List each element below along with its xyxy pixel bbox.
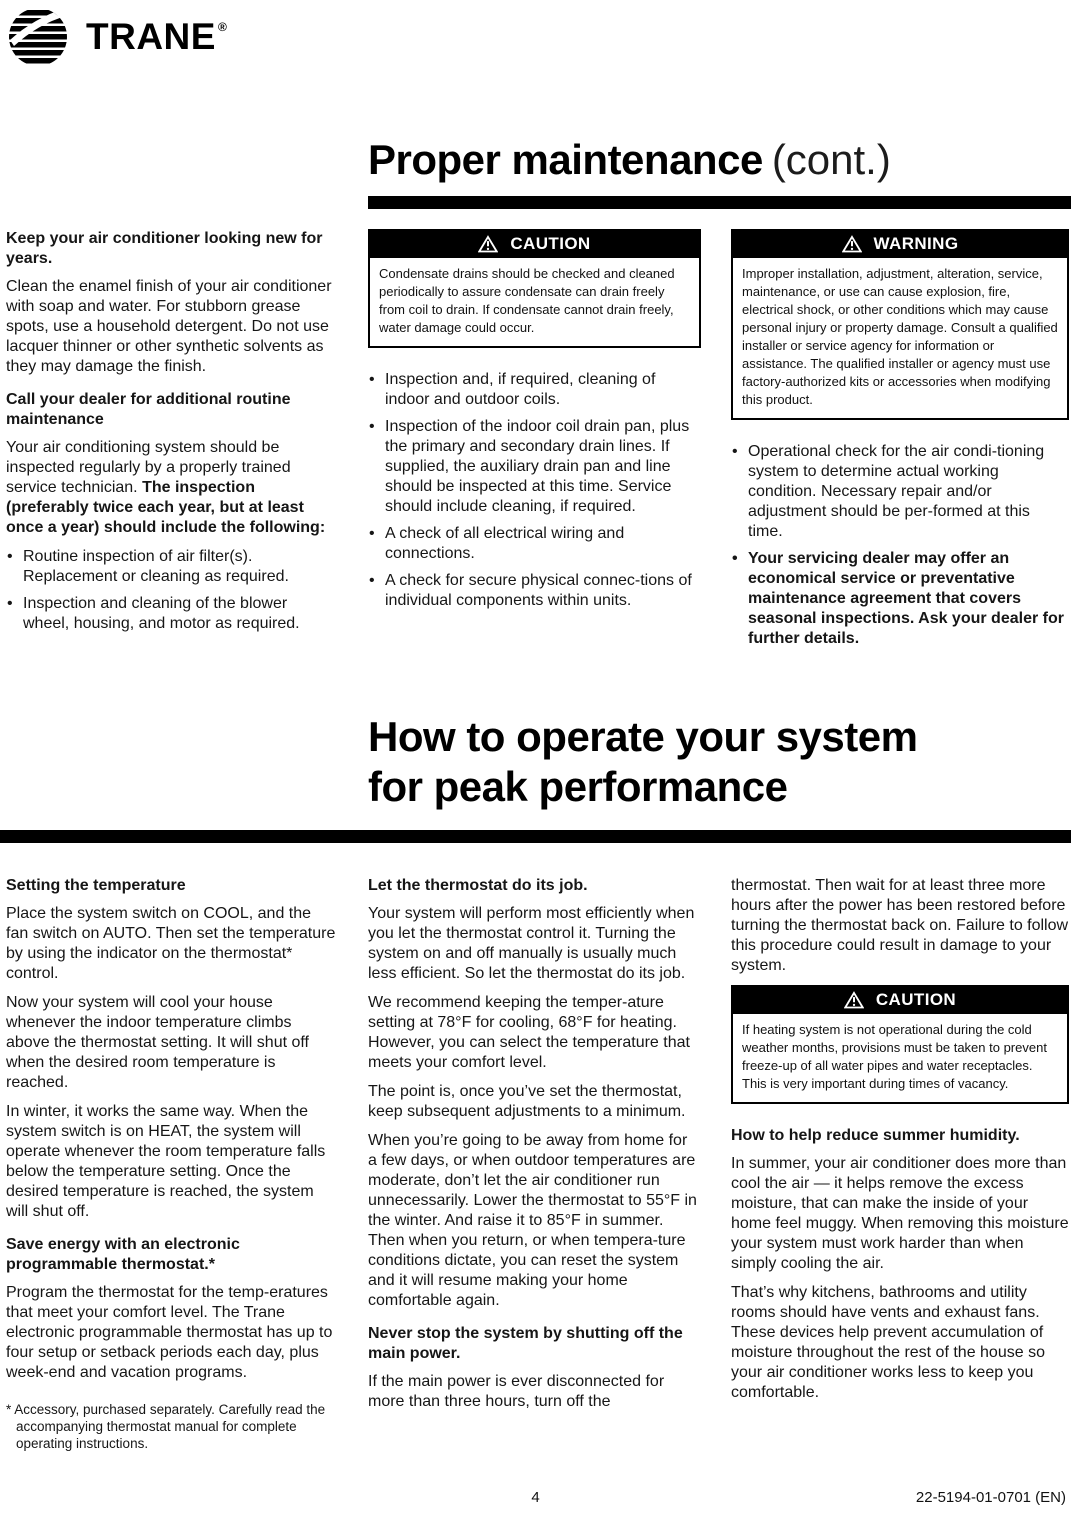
- trane-logo-icon: [4, 6, 76, 68]
- caution-header: [370, 231, 699, 258]
- brand-name: TRANE: [86, 16, 216, 57]
- maintenance-title-cont: (cont.): [771, 136, 891, 183]
- operate-middle-column: [368, 876, 699, 1421]
- bullet-wiring-check: • A check of all electrical wiring and connections.: [368, 524, 701, 564]
- operate-title-rule: [0, 830, 1071, 843]
- paragraph-away-from-home: When you’re going to be away from home for a few days, or when outdoor temperatures are moderate, don’t let the air conditioner run unnecessarily. Lower the thermostat to 55°F in the winter. And raise it to 85°F in summer. Then when you return, or when tempera-ture conditions dictate, you can reset the system and it will resume making your home comfortable again.: [368, 1132, 697, 1309]
- caution-body-freeze: If heating system is not operational during the cold weather months, provisions must be taken to prevent freeze-up of all water pipes and water receptacles. This is very important during times of vacancy.: [742, 1022, 1047, 1091]
- paragraph-inspection: [6, 438, 336, 538]
- warning-header: [733, 231, 1067, 258]
- warning-label: WARNING: [873, 234, 959, 253]
- paragraph-efficient-control: Your system will perform most efficiently when you let the thermostat control it. Turning the system on and off manually is usually much less efficient. So let the thermostat do its job.: [368, 905, 695, 982]
- maintenance-middle-column: [368, 229, 701, 618]
- document-code: 22-5194-01-0701 (EN): [915, 1489, 1066, 1506]
- paragraph-winter-heat: In winter, it works the same way. When the system switch is on HEAT, the system will operate whenever the room temperature falls below the temperature setting. Once the desired temperature is reached, the system will shut off.: [6, 1103, 326, 1220]
- maintenance-right-column: [731, 229, 1069, 656]
- maintenance-title-rule: [368, 196, 1071, 209]
- operate-title-line1: How to operate your system: [368, 713, 918, 760]
- maintenance-title-text: Proper maintenance: [368, 136, 763, 183]
- paragraph-wait-three-hours: thermostat. Then wait for at least three more hours after the power has been restored before turning the thermostat back on. Failure to follow this procedure could result in damage to your system.: [731, 877, 1069, 974]
- bullet-filter-inspection: • Routine inspection of air filter(s). Replacement or cleaning as required.: [6, 547, 336, 587]
- paragraph-system-switch: Place the system switch on COOL, and the fan switch on AUTO. Then set the temperature by using the indicator on the thermostat* control.: [6, 905, 336, 982]
- footnote-accessory: * Accessory, purchased separately. Carefully read the accompanying thermostat manual for complete operating instructions.: [6, 1402, 326, 1451]
- bullet-service-agreement: • Your servicing dealer may offer an economical service or preventative maintenance agreement that covers seasonal inspections. Ask your dealer for further details.: [731, 549, 1069, 649]
- paragraph-minimal-adjustments: The point is, once you’ve set the thermostat, keep subsequent adjustments to a minimum.: [368, 1083, 686, 1120]
- heading-thermostat-job: Let the thermostat do its job.: [368, 877, 588, 894]
- bullet-physical-connections: • A check for secure physical connec-tions of individual components within units.: [368, 571, 701, 611]
- maintenance-title: [368, 136, 891, 184]
- caution-box-freeze: [731, 985, 1069, 1104]
- heading-call-dealer: Call your dealer for additional routine maintenance: [6, 391, 291, 428]
- warning-box-installation: [731, 229, 1069, 420]
- caution-box-condensate: [368, 229, 701, 348]
- operate-left-column: [6, 876, 336, 1452]
- trane-logo: [4, 6, 227, 68]
- paragraph-program-thermostat: Program the thermostat for the temp-eratures that meet your comfort level. The Trane electronic programmable thermostat has up to four setup or setback periods each day, plus week-end and vacation programs.: [6, 1284, 333, 1381]
- warning-triangle-icon: [844, 991, 864, 1009]
- paragraph-inspection-bold: The inspection (preferably twice each year, but at least once a year) should include the following:: [6, 479, 326, 536]
- heading-save-energy: Save energy with an electronic programmable thermostat.*: [6, 1236, 240, 1273]
- caution-header: [733, 987, 1067, 1014]
- page-number: 4: [531, 1489, 540, 1506]
- operate-right-column: [731, 876, 1069, 1412]
- caution-label: CAUTION: [875, 990, 957, 1009]
- caution-body-condensate: Condensate drains should be checked and cleaned periodically to assure condensate can drain freely from coil to drain. If condensate cannot drain freely, water damage could occur.: [379, 266, 675, 335]
- paragraph-vents-fans: That’s why kitchens, bathrooms and utility rooms should have vents and exhaust fans. These devices help prevent accumulation of moisture throughout the rest of the house so your air conditioner works less to keep you comfortable.: [731, 1284, 1045, 1401]
- warning-triangle-icon: [842, 235, 862, 253]
- heading-keep-looking-new: Keep your air conditioner looking new for years.: [6, 230, 323, 267]
- bullet-operational-check: • Operational check for the air condi-tioning system to determine actual working condition. Necessary repair and/or adjustment should be per-formed at this time.: [731, 442, 1069, 542]
- bullet-blower-cleaning: • Inspection and cleaning of the blower wheel, housing, and motor as required.: [6, 594, 336, 634]
- maintenance-left-column: [6, 229, 336, 641]
- paragraph-inspection-normal: Your air conditioning system should be inspected regularly by a properly trained service technician.: [6, 439, 291, 496]
- bullet-coil-cleaning: • Inspection and, if required, cleaning of indoor and outdoor coils.: [368, 370, 701, 410]
- warning-body-installation: Improper installation, adjustment, alteration, service, maintenance, or use can cause explosion, fire, electrical shock, or other conditions which may cause personal injury or property damage. Consult a qualified installer or service agency for information or assistance. The qualified installer or agency must use factory-authorized kits or accessories when modifying this product.: [742, 266, 1058, 407]
- operate-title: [368, 712, 917, 812]
- paragraph-cool-house: Now your system will cool your house whenever the indoor temperature climbs above the thermostat setting. It will shut off when the desired room temperature is reached.: [6, 994, 309, 1091]
- paragraph-remove-moisture: In summer, your air conditioner does more than cool the air — it helps remove the excess moisture, that can make the inside of your home feel muggy. When removing this moisture your system must work harder than when simply cooling the air.: [731, 1155, 1069, 1272]
- bullet-drain-pan: • Inspection of the indoor coil drain pan, plus the primary and secondary drain lines. If supplied, the auxiliary drain pan and line should be inspected at this time. Service should include cleaning, if required.: [368, 417, 701, 517]
- heading-reduce-humidity: How to help reduce summer humidity.: [731, 1127, 1020, 1144]
- paragraph-main-power: If the main power is ever disconnected for more than three hours, turn off the: [368, 1373, 665, 1410]
- paragraph-clean-finish: Clean the enamel finish of your air conditioner with soap and water. For stubborn grease spots, use a household detergent. Do not use lacquer thinner or other synthetic solvents as they may damage the finish.: [6, 278, 332, 375]
- warning-triangle-icon: [478, 235, 498, 253]
- heading-never-stop-system: Never stop the system by shutting off the main power.: [368, 1325, 683, 1362]
- brand-wordmark: [86, 16, 227, 58]
- operate-title-line2: for peak performance: [368, 763, 788, 810]
- registered-mark: ®: [217, 20, 228, 34]
- heading-setting-temperature: Setting the temperature: [6, 877, 186, 894]
- paragraph-recommended-settings: We recommend keeping the temper-ature setting at 78°F for cooling, 68°F for heating. However, you can select the temperature that meets your comfort level.: [368, 994, 690, 1071]
- caution-label: CAUTION: [510, 234, 591, 253]
